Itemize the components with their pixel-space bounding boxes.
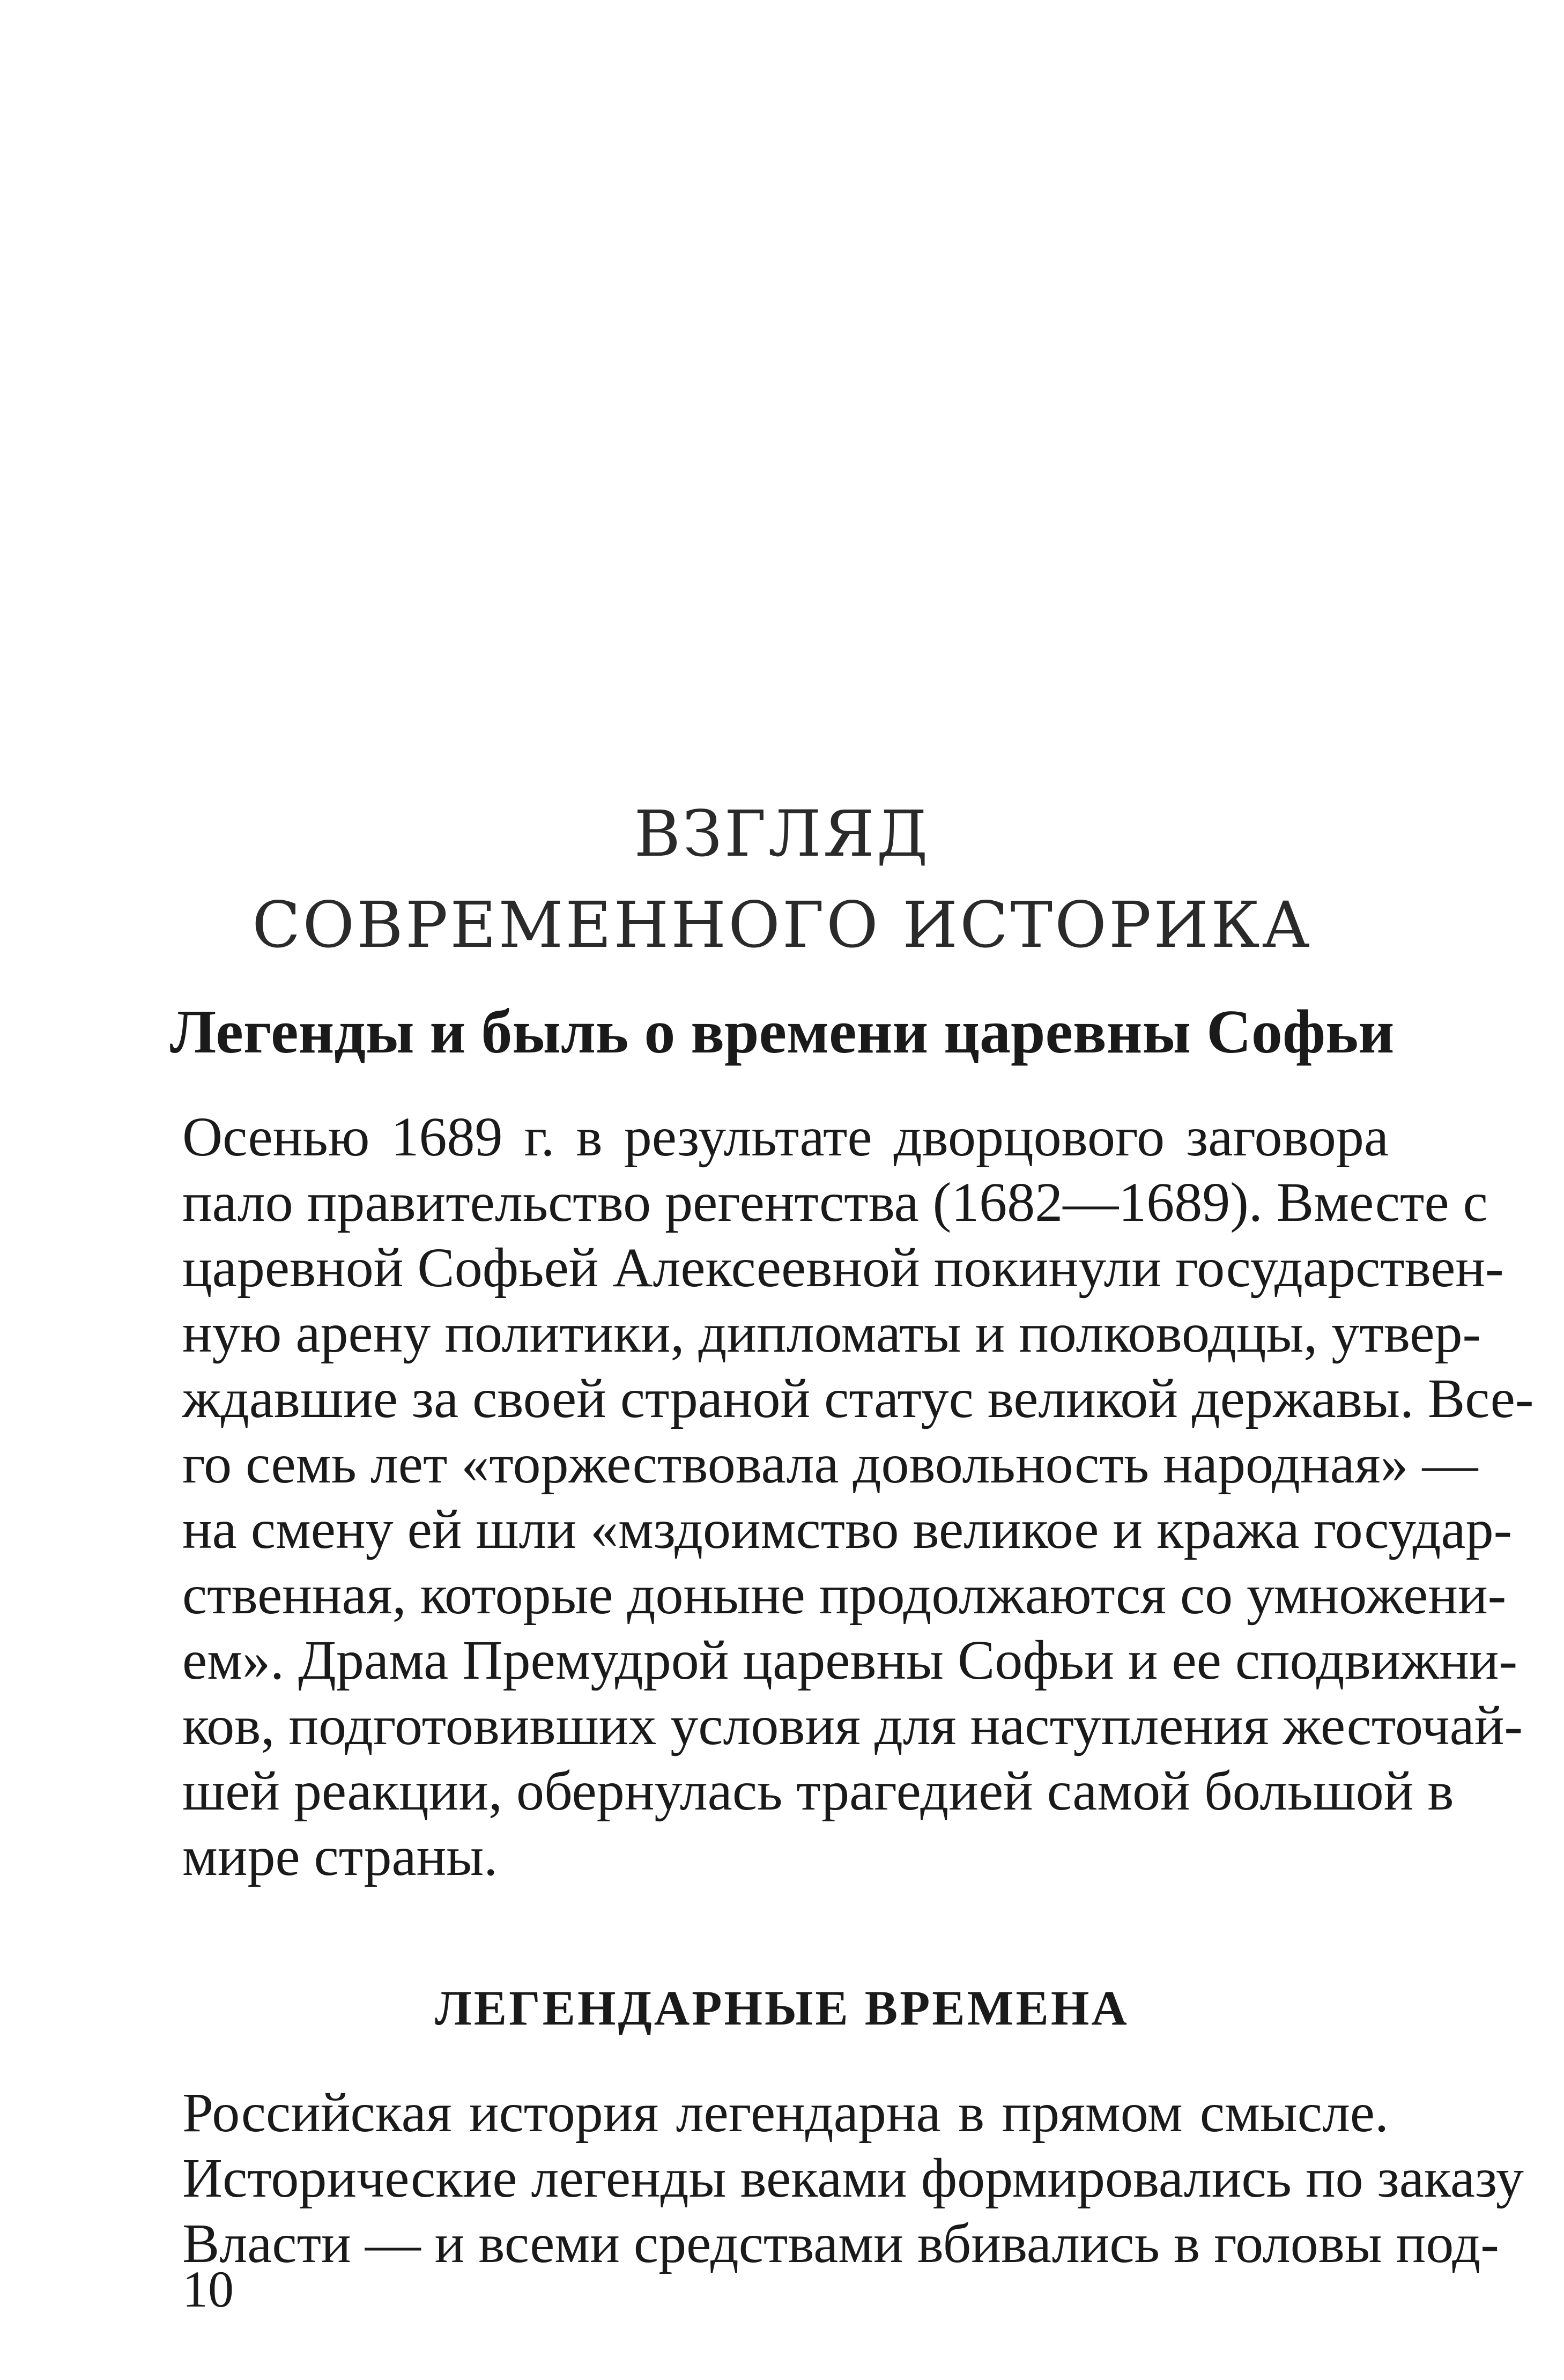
paragraph-1-line: ную арену политики, дипломаты и полководцы, утвер- [182, 1302, 1481, 1364]
paragraph-1-line: шей реакции, обернулась трагедией самой большой в [182, 1760, 1454, 1822]
paragraph-1-line: мире страны. [182, 1826, 498, 1887]
paragraph-1-line: ем». Драма Премудрой царевны Софьи и ее сподвижни- [182, 1629, 1518, 1691]
paragraph-1-line: ственная, которые доныне продолжаются со умножени- [182, 1564, 1507, 1626]
paragraph-2 [182, 2080, 1524, 2277]
page-number: 10 [182, 2260, 234, 2318]
paragraph-1-line: го семь лет «торжествовала довольность народная» — [182, 1433, 1478, 1495]
chapter-title-line-2: СОВРЕМЕННОГО ИСТОРИКА [252, 888, 1312, 962]
paragraph-2-line: Власти — и всеми средствами вбивались в головы под- [182, 2213, 1499, 2274]
chapter-title [0, 788, 1564, 970]
paragraph-1-line: на смену ей шли «мздоимство великое и кража государ- [182, 1499, 1513, 1560]
section-title: Легенды и быль о времени царевны Софьи [169, 998, 1395, 1066]
paragraph-1 [182, 1104, 1534, 1889]
paragraph-1-line: царевной Софьей Алексеевной покинули государствен- [182, 1237, 1504, 1299]
paragraph-1-line: ждавшие за своей страной статус великой державы. Все- [182, 1368, 1534, 1429]
paragraph-1-line: ков, подготовивших условия для наступления жесточай- [182, 1695, 1523, 1756]
paragraph-1-line: пало правительство регентства (1682—1689). Вместе с [182, 1172, 1488, 1233]
paragraph-2-line: Исторические легенды веками формировались по заказу [182, 2147, 1524, 2209]
chapter-title-line-1: ВЗГЛЯД [634, 797, 930, 871]
paragraph-1-line: Осенью 1689 г. в результате дворцового заговора [182, 1106, 1389, 1168]
subsection-title: ЛЕГЕНДАРНЫЕ ВРЕМЕНА [435, 1981, 1129, 2035]
paragraph-2-line: Российская история легендарна в прямом смысле. [182, 2082, 1389, 2144]
